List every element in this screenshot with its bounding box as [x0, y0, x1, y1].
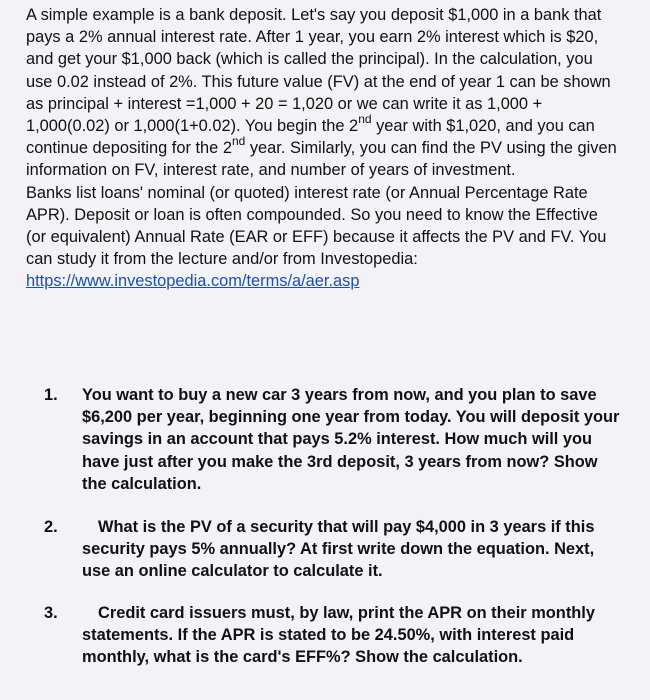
question-2: [44, 516, 624, 583]
intro-paragraph-1: [26, 4, 622, 182]
intro-p2-text: Banks list loans' nominal (or quoted) interest rate (or Annual Percentage Rate APR). Deposit or loan is often compounded. So you need to know the Effective (or equivalent) Annual Rate (EAR or EFF) because it affects the PV and FV. You can study it from the lecture and/or from Investopedia:: [26, 183, 607, 269]
intro-p1-part-b: year with $1,020, and you can continue depositing for the 2: [26, 117, 595, 158]
question-text: What is the PV of a security that will pay $4,000 in 3 years if this security pays 5% annually? At first write down the equation. Next, use an online calculator to calculate it.: [82, 518, 595, 581]
question-1: [44, 384, 624, 495]
question-text: Credit card issuers must, by law, print the APR on their monthly statements. If the APR is stated to be 24.50%, with interest paid monthly, what is the card's EFF%? Show the calculation.: [82, 604, 595, 667]
intro-p1-part-a: A simple example is a bank deposit. Let's say you deposit $1,000 in a bank that pays a 2% annual interest rate. After 1 year, you earn 2% interest which is $20, and get your $1,000 back (which is called the principal). In the calculation, you use 0.02 instead of 2%. This future value (FV) at the end of year 1 can be shown as principal + interest =1,000 + 20 = 1,020 or we can write it as 1,000 + 1,000(0.02) or 1,000(1+0.02). You begin the 2: [26, 6, 611, 136]
question-number: 3.: [44, 604, 58, 622]
intro-paragraph-2: [26, 182, 622, 293]
question-text: You want to buy a new car 3 years from now, and you plan to save $6,200 per year, beginning one year from today. You will deposit your savings in an account that pays 5.2% interest. How much will you have just after you make the 3rd deposit, 3 years from now? Show the calculation.: [82, 386, 620, 493]
superscript-nd-2: nd: [231, 133, 246, 148]
superscript-nd-1: nd: [358, 111, 372, 126]
intro-p1-part-c: year. Similarly, you can find the PV using the given information on FV, interest rate, and number of years of investment.: [26, 139, 617, 180]
question-3: [44, 602, 624, 669]
intro-text: [26, 4, 622, 293]
question-number: 2.: [44, 518, 58, 536]
question-number: 1.: [44, 386, 58, 404]
investopedia-link[interactable]: https://www.investopedia.com/terms/a/aer.asp: [26, 272, 360, 291]
